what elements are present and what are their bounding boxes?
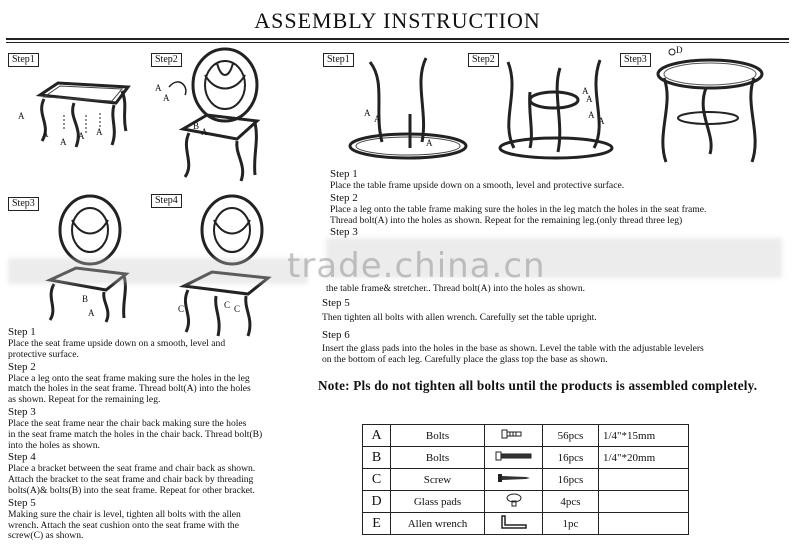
table-instr-line: Thread bolt(A) into the holes as shown. Repeat for the remaining leg.(only thread three leg): [330, 214, 683, 226]
chair-instr-line: Place the seat frame near the chair back making sure the holes: [8, 417, 247, 429]
chair-instr-heading: Step 4: [8, 451, 36, 464]
table-instr-line: Insert the glass pads into the holes in the base as shown. Level the table with the adjustable levelers: [322, 342, 704, 354]
parts-table: [362, 424, 689, 535]
page-title: ASSEMBLY INSTRUCTION: [254, 8, 541, 33]
part-qty: 16pcs: [543, 469, 599, 491]
chair-instr-heading: Step 2: [8, 360, 36, 373]
chair-step1-figure: [18, 75, 138, 169]
part-letter: A: [363, 425, 391, 447]
label-a: A: [364, 108, 371, 118]
chair-instr-line: match the holes in the seat frame. Thread bolt(A) into the holes: [8, 383, 251, 395]
label-a: A: [588, 110, 595, 120]
table-row: [363, 513, 689, 535]
label-a: A: [42, 129, 49, 139]
chair-instr-line: in the seat frame match the holes in the chair back. Thread bolt(B): [8, 428, 263, 440]
label-c: C: [234, 304, 241, 314]
table-row: [363, 425, 689, 447]
chair-step2-figure: [155, 45, 265, 189]
table-instr-heading: Step 2: [330, 191, 358, 204]
chair-step4-label: Step4: [151, 194, 182, 208]
table-step1-label: Step1: [323, 53, 354, 67]
part-qty: 56pcs: [543, 425, 599, 447]
blurred-region: [8, 258, 308, 284]
chair-instr-heading: Step 5: [8, 496, 36, 509]
table-row: [363, 447, 689, 469]
chair-instr-line: wrench. Attach the seat cushion onto the seat frame with the: [8, 519, 239, 531]
table-row: [363, 491, 689, 513]
part-name: Screw: [391, 469, 485, 491]
part-size: 1/4"*15mm: [599, 425, 689, 447]
label-c: C: [178, 304, 185, 314]
table-instr-heading: Step 1: [330, 168, 358, 180]
part-name: Allen wrench: [391, 513, 485, 535]
part-name: Glass pads: [391, 491, 485, 513]
label-a: A: [88, 308, 95, 318]
part-letter: C: [363, 469, 391, 491]
label-a: A: [586, 94, 593, 104]
title-rule: [6, 38, 789, 40]
table-step1-figure: [330, 52, 470, 166]
part-qty: 16pcs: [543, 447, 599, 469]
assembly-note: Note: Pls do not tighten all bolts until the products is assembled completely.: [318, 378, 758, 393]
part-size: 1/4"*20mm: [599, 447, 689, 469]
table-step3-figure: [650, 44, 780, 173]
part-letter: B: [363, 447, 391, 469]
label-b: B: [82, 294, 89, 304]
chair-instr-line: as shown. Repeat for the remaining leg.: [8, 394, 161, 406]
part-letter: D: [363, 491, 391, 513]
table-instr-heading: Step 5: [322, 297, 350, 309]
part-qty: 1pc: [543, 513, 599, 535]
title-rule-thin: [6, 42, 789, 43]
label-a: A: [155, 83, 162, 93]
chair-step3-label: Step3: [8, 197, 39, 211]
chair-step2-label: Step2: [151, 53, 182, 67]
table-instr-line: Place the table frame upside down on a smooth, level and protective surface.: [330, 180, 625, 191]
label-a: A: [201, 127, 208, 137]
chair-instr-heading: Step 3: [8, 405, 36, 418]
label-a: A: [163, 93, 170, 103]
bolt-icon: [485, 425, 543, 447]
table-instr-line: on the bottom of each leg. Carefully place the glass top the base as shown.: [322, 353, 608, 365]
glass-pad-icon: [485, 491, 543, 513]
label-b: B: [193, 121, 200, 131]
chair-instr-heading: Step 1: [8, 326, 36, 338]
table-instr-heading: Step 6: [322, 328, 350, 341]
part-size: [599, 491, 689, 513]
label-a: A: [60, 137, 67, 147]
label-a: A: [582, 86, 589, 96]
chair-instr-line: Making sure the chair is level, tighten all bolts with the allen: [8, 508, 241, 520]
chair-instr-line: Place a bracket between the seat frame and chair back as shown.: [8, 463, 256, 475]
label-a: A: [18, 111, 25, 121]
label-a: A: [426, 138, 433, 148]
allen-wrench-icon: [485, 513, 543, 535]
table-step2-label: Step2: [468, 53, 499, 67]
table-instructions-c: [322, 297, 782, 365]
watermark: trade.china.cn: [287, 246, 546, 286]
chair-instructions: [8, 326, 308, 542]
part-size: [599, 513, 689, 535]
table-instr-line: Then tighten all bolts with allen wrench. Carefully set the table upright.: [322, 312, 597, 323]
label-a: A: [78, 131, 85, 141]
chair-instr-line: bolts(A)& bolts(B) into the seat frame. Repeat for other bracket.: [8, 484, 255, 496]
part-qty: 4pcs: [543, 491, 599, 513]
table-instructions-b: [326, 284, 786, 295]
part-name: Bolts: [391, 447, 485, 469]
table-instr-line: the table frame& stretcher.. Thread bolt(A) into the holes as shown.: [326, 283, 586, 294]
chair-instr-line: protective surface.: [8, 348, 79, 360]
chair-instr-line: into the holes as shown.: [8, 439, 100, 451]
table-instr-line: Place a leg onto the table frame making sure the holes in the leg match the holes in the seat frame.: [330, 203, 707, 215]
chair-instr-line: Place a leg onto the seat frame making sure the holes in the leg: [8, 372, 250, 384]
part-name: Bolts: [391, 425, 485, 447]
label-a: A: [374, 114, 381, 124]
label-d: D: [676, 45, 683, 55]
table-step3-label: Step3: [620, 53, 651, 67]
chair-instr-line: Attach the bracket to the seat frame and chair back by threading: [8, 474, 254, 486]
long-bolt-icon: [485, 447, 543, 469]
chair-instr-line: screw(C) as shown.: [8, 530, 84, 542]
part-size: [599, 469, 689, 491]
table-step2-figure: [490, 52, 620, 166]
table-instructions-a: [330, 168, 790, 239]
chair-step1-label: Step1: [8, 53, 39, 67]
table-instr-heading: Step 3: [330, 226, 358, 239]
label-a: A: [96, 127, 103, 137]
label-a: A: [598, 116, 605, 126]
screw-icon: [485, 469, 543, 491]
label-c: C: [224, 300, 231, 310]
table-row: [363, 469, 689, 491]
part-letter: E: [363, 513, 391, 535]
chair-instr-line: Place the seat frame upside down on a smooth, level and: [8, 338, 226, 349]
